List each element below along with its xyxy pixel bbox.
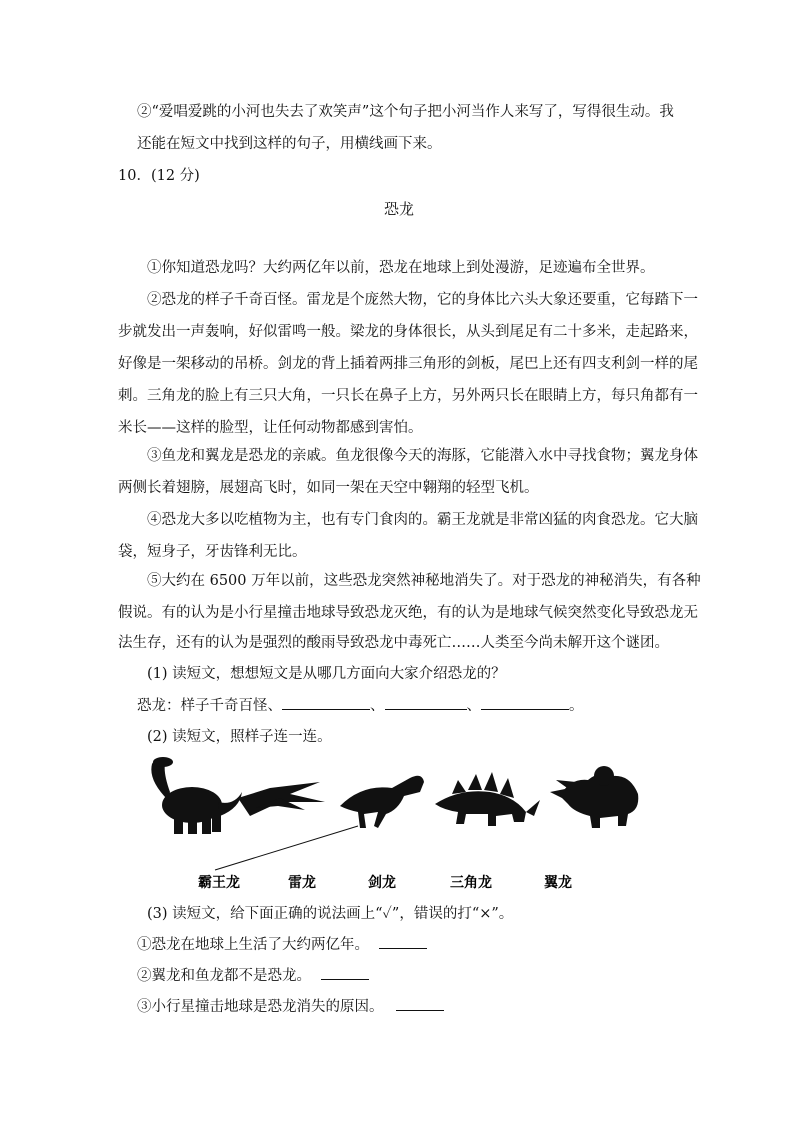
judgement-item <box>137 997 444 1017</box>
answer-blank[interactable] <box>385 697 467 710</box>
label-tyrannosaurus: 霸王龙 <box>198 875 240 891</box>
triceratops-silhouette <box>550 766 638 828</box>
paragraph-1: ①你知道恐龙吗？大约两亿年以前，恐龙在地球上到处漫游，足迹遍布全世界。 <box>147 260 655 276</box>
judgement-text: ②翼龙和鱼龙都不是恐龙。 <box>137 968 311 984</box>
answer-line-1 <box>137 696 584 716</box>
paragraph-2-line: 步就发出一声轰响，好似雷鸣一般。梁龙的身体很长，从头到尾足有二十多米，走起路来， <box>118 324 698 340</box>
paragraph-3-line: 两侧长着翅膀，展翅高飞时，如同一架在天空中翱翔的轻型飞机。 <box>118 480 539 496</box>
answer-prefix: 恐龙：样子千奇百怪、 <box>137 698 282 714</box>
paragraph-5-line: 假说。有的认为是小行星撞击地球导致恐龙灭绝，有的认为是地球气候突然变化导致恐龙无 <box>118 605 698 621</box>
judgement-item <box>137 966 369 986</box>
tyrannosaurus-silhouette <box>340 776 424 828</box>
example-connecting-line <box>215 826 358 870</box>
judgement-item <box>137 935 427 955</box>
paragraph-4-line: ④恐龙大多以吃植物为主，也有专门食肉的。霸王龙就是非常凶猛的肉食恐龙。它大脑 <box>147 512 698 528</box>
sauropod-silhouette <box>151 757 242 834</box>
separator: 、 <box>466 698 481 714</box>
q9-note-line2: 还能在短文中找到这样的句子，用横线画下来。 <box>137 136 442 152</box>
separator: 、 <box>370 698 385 714</box>
judgement-blank[interactable] <box>396 998 444 1011</box>
subquestion-2: (2) 读短文，照样子连一连。 <box>147 729 332 745</box>
stegosaurus-silhouette <box>435 772 540 826</box>
subquestion-3: (3) 读短文，给下面正确的说法画上“✓”，错误的打“×”。 <box>147 906 514 922</box>
answer-blank[interactable] <box>282 697 370 710</box>
label-pterosaur: 翼龙 <box>544 875 572 891</box>
judgement-text: ①恐龙在地球上生活了大约两亿年。 <box>137 937 369 953</box>
question-number: 10．(12 分) <box>118 168 200 184</box>
label-stegosaurus: 剑龙 <box>368 875 396 891</box>
paragraph-2-line: 好像是一架移动的吊桥。剑龙的背上插着两排三角形的剑板，尾巴上还有四支利剑一样的尾 <box>118 356 698 372</box>
paragraph-4-line: 袋，短身子，牙齿锋利无比。 <box>118 544 307 560</box>
subquestion-1: (1) 读短文，想想短文是从哪几方面向大家介绍恐龙的？ <box>147 666 506 682</box>
paragraph-2-line: 米长——这样的脸型，让任何动物都感到害怕。 <box>118 420 423 436</box>
paragraph-5-line: ⑤大约在 6500 万年以前，这些恐龙突然神秘地消失了。对于恐龙的神秘消失，有各种 <box>147 573 701 589</box>
paragraph-2-line: ②恐龙的样子千奇百怪。雷龙是个庞然大物，它的身体比六头大象还要重，它每踏下一 <box>147 292 698 308</box>
label-brontosaurus: 雷龙 <box>288 875 316 891</box>
period: 。 <box>569 698 584 714</box>
pterosaur-silhouette <box>238 782 325 816</box>
judgement-text: ③小行星撞击地球是恐龙消失的原因。 <box>137 999 384 1015</box>
paragraph-3-line: ③鱼龙和翼龙是恐龙的亲戚。鱼龙很像今天的海豚，它能潜入水中寻找食物；翼龙身体 <box>147 448 698 464</box>
judgement-blank[interactable] <box>321 967 369 980</box>
dinosaur-matching-figure <box>130 750 660 900</box>
answer-blank[interactable] <box>481 697 569 710</box>
label-triceratops: 三角龙 <box>450 875 492 891</box>
paragraph-5-line: 法生存，还有的认为是强烈的酸雨导致恐龙中毒死亡……人类至今尚未解开这个谜团。 <box>118 635 669 651</box>
passage-title: 恐龙 <box>384 200 415 218</box>
paragraph-2-line: 刺。三角龙的脸上有三只大角，一只长在鼻子上方，另外两只长在眼睛上方，每只角都有一 <box>118 388 698 404</box>
judgement-blank[interactable] <box>379 936 427 949</box>
q9-note-line1: ②“爱唱爱跳的小河也失去了欢笑声”这个句子把小河当作人来写了，写得很生动。我 <box>137 104 674 120</box>
